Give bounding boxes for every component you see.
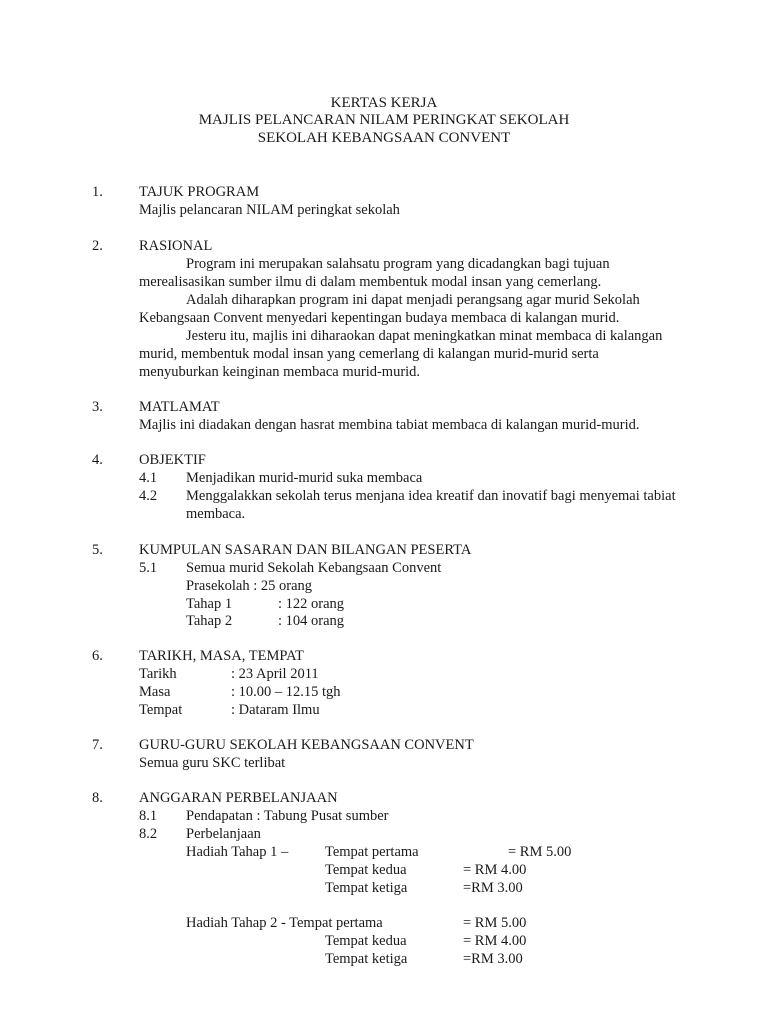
prize-place: Tempat pertama [325,844,419,860]
section-5-heading: KUMPULAN SASARAN DAN BILANGAN PESERTA [139,542,472,558]
tahap-1-value: : 122 orang [278,596,345,612]
tempat-label: Tempat [139,702,183,718]
hadiah-tahap-2-label: Hadiah Tahap 2 - Tempat pertama [186,915,383,931]
prize-amount: =RM 3.00 [463,880,523,896]
section-5-item-number: 5.1 [139,560,158,576]
section-2-number: 2. [92,238,103,254]
masa-label: Masa [139,684,171,700]
section-8-heading: ANGGARAN PERBELANJAAN [139,790,338,806]
doc-school: SEKOLAH KEBANGSAAN CONVENT [257,130,511,146]
section-6-heading: TARIKH, MASA, TEMPAT [139,648,304,664]
section-3-heading: MATLAMAT [139,399,220,415]
tahap-2-value: : 104 orang [278,613,345,629]
objective-text: Menjadikan murid-murid suka membaca [186,470,423,486]
hadiah-tahap-1-label: Hadiah Tahap 1 – [186,844,289,860]
objective-number: 4.1 [139,470,158,486]
section-7-heading: GURU-GURU SEKOLAH KEBANGSAAN CONVENT [139,737,474,753]
objective-text: Menggalakkan sekolah terus menjana idea kreatif dan inovatif bagi menyemai tabiat membaca. [186,488,676,522]
prize-amount: = RM 4.00 [463,933,527,949]
prize-amount: = RM 5.00 [508,844,572,860]
section-4-number: 4. [92,452,103,468]
prize-place: Tempat ketiga [325,880,408,896]
tempat-value: : Dataram Ilmu [231,702,320,718]
section-8-number: 8. [92,790,103,806]
section-2-heading: RASIONAL [139,238,213,254]
prize-amount: = RM 5.00 [463,915,527,931]
objective-number: 4.2 [139,488,158,504]
section-3-number: 3. [92,399,103,415]
section-1-text: Majlis pelancaran NILAM peringkat sekolah [139,202,400,218]
prasekolah-count: Prasekolah : 25 orang [186,578,313,594]
tarikh-label: Tarikh [139,666,177,682]
section-7-number: 7. [92,737,103,753]
section-8-item-2-number: 8.2 [139,826,158,842]
section-1-number: 1. [92,184,103,200]
tahap-1-label: Tahap 1 [186,596,233,612]
section-5-item-text: Semua murid Sekolah Kebangsaan Convent [186,560,442,576]
tahap-2-label: Tahap 2 [186,613,233,629]
section-7-text: Semua guru SKC terlibat [139,755,286,771]
masa-value: : 10.00 – 12.15 tgh [231,684,341,700]
section-8-item-1-number: 8.1 [139,808,158,824]
prize-amount: = RM 4.00 [463,862,527,878]
section-2-para-2: Adalah diharapkan program ini dapat menjadi perangsang agar murid Sekolah Kebangsaan Convent menyedari kepentingan budaya membaca di kalangan murid. [139,292,640,326]
tarikh-value: : 23 April 2011 [231,666,319,682]
prize-place: Tempat ketiga [325,951,408,967]
section-2-para-1: Program ini merupakan salahsatu program yang dicadangkan bagi tujuan merealisasikan sumber ilmu di dalam membentuk modal insan yang cemerlang. [139,256,610,290]
section-2-para-3: Jesteru itu, majlis ini diharaokan dapat meningkatkan minat membaca di kalangan murid, membentuk modal insan yang cemerlang di kalangan murid-murid serta menyuburkan keinginan membaca murid-murid. [139,328,663,380]
section-8-item-2-text: Perbelanjaan [186,826,261,842]
section-5-number: 5. [92,542,103,558]
section-8-item-1-text: Pendapatan : Tabung Pusat sumber [186,808,389,824]
section-3-text: Majlis ini diadakan dengan hasrat membina tabiat membaca di kalangan murid-murid. [139,417,640,433]
prize-place: Tempat kedua [325,933,407,949]
section-6-number: 6. [92,648,103,664]
doc-subtitle: MAJLIS PELANCARAN NILAM PERINGKAT SEKOLAH [198,112,570,128]
doc-title: KERTAS KERJA [330,95,438,111]
prize-amount: =RM 3.00 [463,951,523,967]
prize-place: Tempat kedua [325,862,407,878]
section-4-heading: OBJEKTIF [139,452,206,468]
section-1-heading: TAJUK PROGRAM [139,184,260,200]
